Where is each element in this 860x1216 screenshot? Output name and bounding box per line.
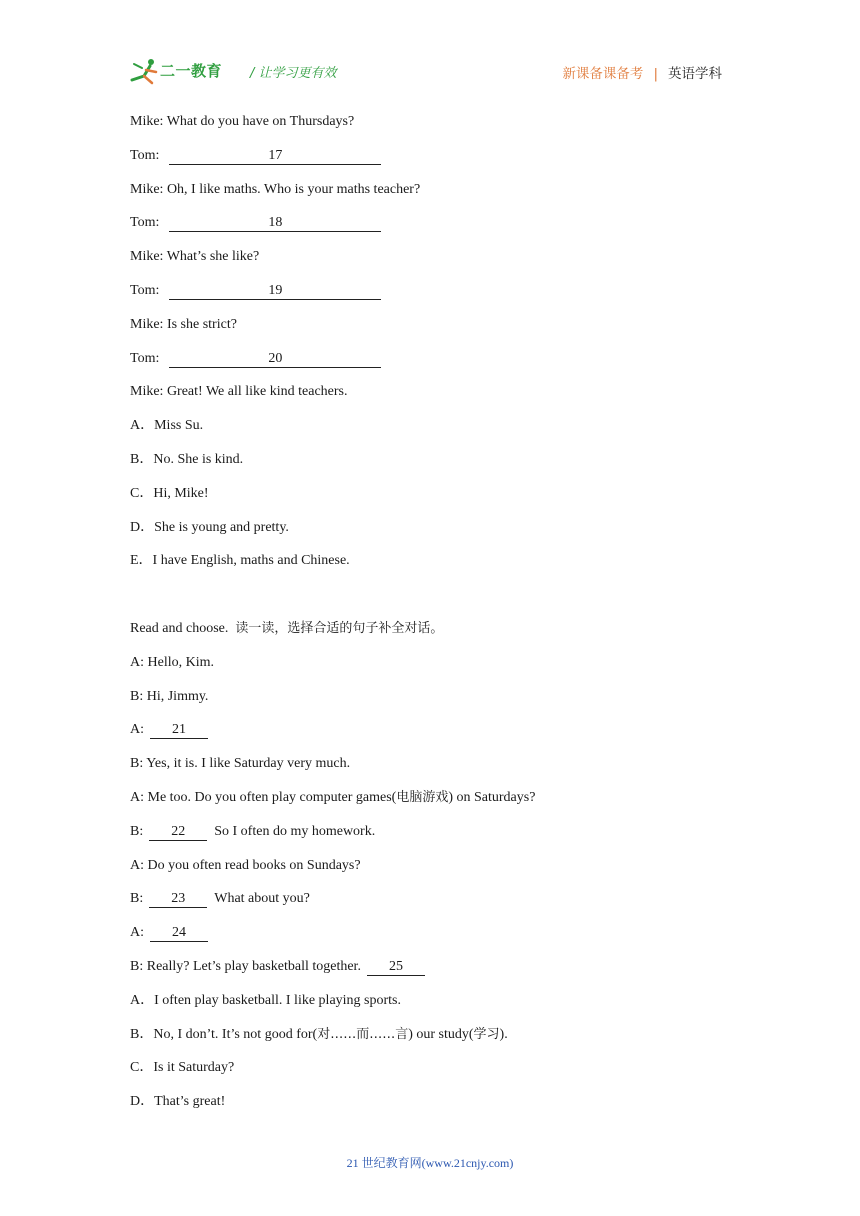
dialogue-line [130, 957, 730, 991]
option-c: C．Is it Saturday? [130, 1060, 235, 1076]
section-gap [130, 585, 730, 619]
gloss-cn: 对……而……言 [317, 1026, 409, 1042]
gloss-cn: 学习 [473, 1026, 500, 1042]
answer-blank-25[interactable]: 25 [367, 958, 425, 976]
option-b: B．No. She is kind. [130, 451, 244, 467]
gloss-cn: 电脑游戏 [396, 789, 449, 805]
runner-logo-icon [130, 56, 160, 86]
dialogue-line: Mike: What’s she like? [130, 249, 260, 265]
dialogue-line [130, 923, 730, 957]
dialogue-line: Mike: Great! We all like kind teachers. [130, 384, 348, 400]
header-subject: 英语学科 [668, 66, 722, 82]
speaker-label: Tom: [130, 147, 160, 163]
dialogue-line: A: Do you often read books on Sundays? [130, 857, 361, 873]
speaker-label: B: [130, 823, 144, 839]
option-b [130, 1025, 730, 1059]
answer-blank-20[interactable]: 20 [169, 350, 381, 368]
dialogue-line [130, 146, 730, 180]
dialogue-line [130, 213, 730, 247]
answer-blank-23[interactable]: 23 [149, 890, 207, 908]
speaker-label: Tom: [130, 282, 160, 298]
dialogue-line: B: Hi, Jimmy. [130, 688, 209, 704]
instruction-cn: 读一读，选择合适的句子补全对话。 [235, 620, 444, 636]
logo [130, 56, 238, 90]
option-a: A．I often play basketball. I like playing sports. [130, 992, 401, 1008]
dialogue-line: B: Yes, it is. I like Saturday very much. [130, 756, 351, 772]
dialogue-line [130, 349, 730, 383]
option-d: D．That’s great! [130, 1094, 226, 1110]
option-text: B．No, I don’t. It’s not good for( [130, 1026, 318, 1042]
dialogue-text: ) on Saturdays? [448, 789, 536, 805]
dialogue-line: Mike: Is she strict? [130, 316, 237, 332]
document-body [130, 112, 730, 1126]
dialogue-line [130, 788, 730, 822]
logo-text: 二一教育 [160, 62, 223, 80]
dialogue-line [130, 720, 730, 754]
section-instruction [130, 619, 730, 653]
answer-blank-17[interactable]: 17 [169, 147, 381, 165]
dialogue-line [130, 889, 730, 923]
option-d: D．She is young and pretty. [130, 519, 289, 535]
page-header [0, 0, 860, 100]
answer-blank-18[interactable]: 18 [169, 214, 381, 232]
header-title: 新课备课备考 [562, 66, 644, 82]
dialogue-line [130, 281, 730, 315]
dialogue-line: A: Hello, Kim. [130, 654, 214, 670]
dialogue-text: So I often do my homework. [214, 823, 376, 839]
option-e: E．I have English, maths and Chinese. [130, 553, 350, 569]
option-c: C．Hi, Mike! [130, 485, 209, 501]
speaker-label: B: [130, 891, 144, 907]
dialogue-text: A: Me too. Do you often play computer games( [130, 789, 397, 805]
answer-blank-22[interactable]: 22 [149, 823, 207, 841]
header-right [562, 62, 722, 82]
speaker-label: A: [130, 722, 144, 738]
dialogue-text: What about you? [214, 891, 310, 907]
answer-blank-21[interactable]: 21 [150, 721, 208, 739]
answer-blank-19[interactable]: 19 [169, 282, 381, 300]
option-text: ). [499, 1026, 508, 1042]
option-text: ) our study( [408, 1026, 474, 1042]
dialogue-line [130, 822, 730, 856]
answer-blank-24[interactable]: 24 [150, 924, 208, 942]
option-a: A．Miss Su. [130, 418, 204, 434]
speaker-label: Tom: [130, 215, 160, 231]
dialogue-text: B: Really? Let’s play basketball together. [130, 958, 361, 974]
instruction-en: Read and choose. [130, 620, 229, 636]
speaker-label: Tom: [130, 350, 160, 366]
header-separator: | [653, 66, 658, 82]
page-footer: 21 世纪教育网(www.21cnjy.com) [346, 1156, 514, 1170]
speaker-label: A: [130, 925, 144, 941]
header-slogan: / 让学习更有效 [250, 66, 337, 81]
dialogue-line: Mike: What do you have on Thursdays? [130, 114, 355, 129]
dialogue-line: Mike: Oh, I like maths. Who is your maths teacher? [130, 181, 421, 197]
